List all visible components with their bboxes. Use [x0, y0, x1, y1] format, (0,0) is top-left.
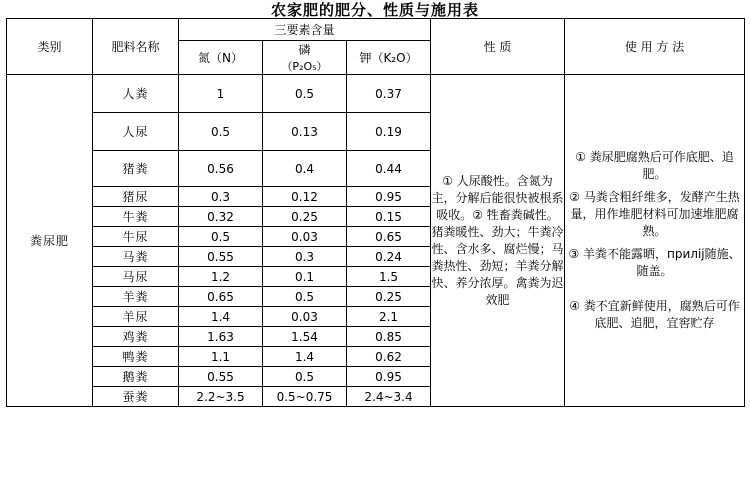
- row-potassium: 0.25: [347, 287, 431, 307]
- row-phosphorus: 0.5: [263, 287, 347, 307]
- row-phosphorus: 0.5~0.75: [263, 387, 347, 407]
- row-phosphorus: 0.12: [263, 187, 347, 207]
- row-nitrogen: 0.55: [179, 247, 263, 267]
- table-row: [7, 75, 745, 113]
- header-nitrogen: 氮（N）: [179, 41, 263, 75]
- header-phosphorus: [263, 41, 347, 75]
- row-name: 鹅粪: [93, 367, 179, 387]
- row-potassium: 0.62: [347, 347, 431, 367]
- row-phosphorus: 0.5: [263, 75, 347, 113]
- row-name: 羊尿: [93, 307, 179, 327]
- header-properties: 性 质: [431, 19, 565, 75]
- row-nitrogen: 0.5: [179, 227, 263, 247]
- row-name: 羊粪: [93, 287, 179, 307]
- usage-block-1: ① 粪尿肥腐熟后可作底肥、追肥。: [575, 150, 734, 181]
- row-name: 猪粪: [93, 151, 179, 187]
- header-potassium: 钾（K₂O）: [347, 41, 431, 75]
- header-phosphorus-line1: 磷: [298, 43, 311, 57]
- row-name: 蚕粪: [93, 387, 179, 407]
- row-phosphorus: 0.1: [263, 267, 347, 287]
- row-phosphorus: 0.4: [263, 151, 347, 187]
- row-nitrogen: 2.2~3.5: [179, 387, 263, 407]
- header-fertilizer-name: 肥料名称: [93, 19, 179, 75]
- row-nitrogen: 1.1: [179, 347, 263, 367]
- row-potassium: 2.1: [347, 307, 431, 327]
- row-nitrogen: 0.3: [179, 187, 263, 207]
- row-nitrogen: 1.2: [179, 267, 263, 287]
- row-phosphorus: 0.25: [263, 207, 347, 227]
- header-three-elements: 三要素含量: [179, 19, 431, 41]
- table-header-row-1: [7, 19, 745, 41]
- properties-cell: ① 人尿酸性。含氮为主，分解后能很快被根系吸收。② 牲畜粪碱性。猪粪暖性、劲大；牛粪冷性、含水多、腐烂慢；马粪热性、劲短；羊粪分解快、养分浓厚。禽粪为迟效肥: [431, 75, 565, 407]
- row-nitrogen: 0.55: [179, 367, 263, 387]
- row-potassium: 0.24: [347, 247, 431, 267]
- row-name: 人粪: [93, 75, 179, 113]
- row-potassium: 0.85: [347, 327, 431, 347]
- row-nitrogen: 1.63: [179, 327, 263, 347]
- row-potassium: 0.95: [347, 367, 431, 387]
- category-cell-fenniaofei: 粪尿肥: [7, 75, 93, 407]
- row-name: 鸡粪: [93, 327, 179, 347]
- row-name: 牛尿: [93, 227, 179, 247]
- row-potassium: 0.65: [347, 227, 431, 247]
- row-potassium: 0.19: [347, 113, 431, 151]
- header-phosphorus-line2: （P₂O₅）: [281, 60, 328, 73]
- row-name: 猪尿: [93, 187, 179, 207]
- page-title: 农家肥的肥分、性质与施用表: [270, 1, 479, 19]
- header-usage: 使 用 方 法: [565, 19, 745, 75]
- row-phosphorus: 1.54: [263, 327, 347, 347]
- row-nitrogen: 0.65: [179, 287, 263, 307]
- fertilizer-table: [6, 18, 745, 407]
- row-name: 鸭粪: [93, 347, 179, 367]
- row-nitrogen: 1.4: [179, 307, 263, 327]
- row-name: 马尿: [93, 267, 179, 287]
- usage-block-4: ④ 粪不宜新鲜使用，腐熟后可作底肥、追肥，宜窖贮存: [569, 299, 740, 330]
- row-name: 人尿: [93, 113, 179, 151]
- row-potassium: 0.37: [347, 75, 431, 113]
- usage-block-2: ② 马粪含粗纤维多，发酵产生热量，用作堆肥材料可加速堆肥腐熟。: [569, 190, 740, 238]
- row-potassium: 0.44: [347, 151, 431, 187]
- row-potassium: 1.5: [347, 267, 431, 287]
- row-potassium: 0.15: [347, 207, 431, 227]
- row-potassium: 0.95: [347, 187, 431, 207]
- row-nitrogen: 0.32: [179, 207, 263, 227]
- row-phosphorus: 0.5: [263, 367, 347, 387]
- row-nitrogen: 1: [179, 75, 263, 113]
- row-phosphorus: 0.03: [263, 227, 347, 247]
- row-nitrogen: 0.5: [179, 113, 263, 151]
- header-category: 类别: [7, 19, 93, 75]
- row-phosphorus: 1.4: [263, 347, 347, 367]
- row-nitrogen: 0.56: [179, 151, 263, 187]
- row-name: 牛粪: [93, 207, 179, 227]
- row-phosphorus: 0.03: [263, 307, 347, 327]
- row-phosphorus: 0.13: [263, 113, 347, 151]
- usage-block-3: ③ 羊粪不能露晒，прилij随施、随盖。: [568, 247, 741, 278]
- row-name: 马粪: [93, 247, 179, 267]
- row-phosphorus: 0.3: [263, 247, 347, 267]
- usage-cell: [565, 75, 745, 407]
- row-potassium: 2.4~3.4: [347, 387, 431, 407]
